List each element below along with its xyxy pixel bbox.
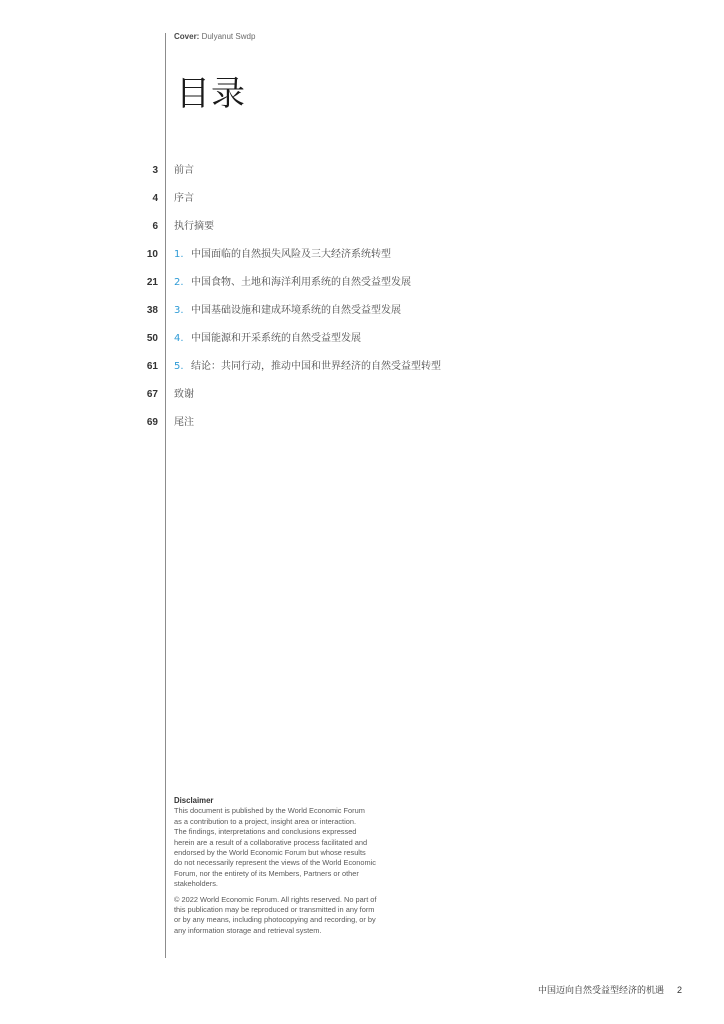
- toc-entry-title: 致谢: [174, 389, 194, 400]
- toc-entry[interactable]: [0, 163, 724, 191]
- toc-entry[interactable]: [0, 219, 724, 247]
- toc-chapter-number: 2.: [174, 277, 184, 288]
- toc-page-number: 4: [152, 193, 158, 204]
- toc-entry-text: [174, 387, 194, 403]
- disclaimer-paragraph-2: [174, 895, 434, 937]
- toc-page-number: 3: [152, 165, 158, 176]
- toc-entry-title: 结论：共同行动，推动中国和世界经济的自然受益型转型: [191, 361, 441, 372]
- toc-entry-text: [174, 359, 441, 375]
- toc-page-number: 67: [146, 389, 158, 400]
- cover-credit-name: Dulyanut Swdp: [201, 32, 256, 41]
- toc-entry[interactable]: [0, 359, 724, 387]
- disclaimer-paragraph-1: [174, 806, 434, 889]
- toc-entry-title: 序言: [174, 193, 194, 204]
- toc-entry-title: 中国面临的自然损失风险及三大经济系统转型: [191, 249, 391, 260]
- disclaimer-line: any information storage and retrieval system.: [174, 925, 322, 935]
- disclaimer-title: Disclaimer: [174, 796, 214, 805]
- toc-entry-text: [174, 247, 391, 263]
- disclaimer-line: do not necessarily represent the views of the World Economic: [174, 858, 376, 868]
- disclaimer-line: this publication may be reproduced or transmitted in any form: [174, 905, 375, 915]
- cover-label: Cover:: [174, 32, 200, 41]
- toc-page-number: 38: [146, 305, 158, 316]
- cover-credit: [174, 32, 255, 41]
- toc-chapter-number: 1.: [174, 249, 184, 260]
- disclaimer: [174, 796, 434, 936]
- toc-chapter-number: 5.: [174, 361, 184, 372]
- toc-entry-text: [174, 275, 411, 291]
- toc-entry-title: 中国基础设施和建成环境系统的自然受益型发展: [191, 305, 401, 316]
- disclaimer-line: The findings, interpretations and conclusions expressed: [174, 827, 357, 837]
- toc-entry-text: [174, 331, 361, 347]
- page-footer: [538, 983, 682, 996]
- toc-entry-text: [174, 219, 214, 235]
- toc-entry-text: [174, 303, 401, 319]
- toc-entry-title: 中国食物、土地和海洋利用系统的自然受益型发展: [191, 277, 411, 288]
- toc-page-number: 69: [146, 417, 158, 428]
- toc-entry[interactable]: [0, 247, 724, 275]
- disclaimer-line: Forum, nor the entirety of its Members, Partners or other: [174, 868, 359, 878]
- toc-entry-title: 尾注: [174, 417, 194, 428]
- toc-entry[interactable]: [0, 415, 724, 443]
- toc-chapter-number: 3.: [174, 305, 184, 316]
- toc-entry[interactable]: [0, 303, 724, 331]
- toc-entry-text: [174, 415, 194, 431]
- footer-title: 中国迈向自然受益型经济的机遇: [537, 986, 664, 996]
- toc-entry-text: [174, 163, 194, 179]
- disclaimer-line: This document is published by the World Economic Forum: [174, 806, 365, 816]
- disclaimer-line: or by any means, including photocopying and recording, or by: [174, 915, 376, 925]
- toc-page-number: 61: [146, 361, 158, 372]
- page-title: 目录: [176, 74, 246, 114]
- disclaimer-line: as a contribution to a project, insight area or interaction.: [174, 816, 356, 826]
- toc-entry[interactable]: [0, 387, 724, 415]
- toc-page-number: 10: [146, 249, 158, 260]
- disclaimer-line: stakeholders.: [174, 879, 218, 889]
- toc-entry-title: 中国能源和开采系统的自然受益型发展: [191, 333, 361, 344]
- disclaimer-line: © 2022 World Economic Forum. All rights reserved. No part of: [174, 894, 377, 904]
- toc-entry-title: 前言: [174, 165, 194, 176]
- toc-entry-title: 执行摘要: [174, 221, 214, 232]
- toc-entry-text: [174, 191, 194, 207]
- footer-page-number: 2: [676, 985, 682, 995]
- table-of-contents: [0, 163, 724, 443]
- toc-entry[interactable]: [0, 275, 724, 303]
- toc-entry[interactable]: [0, 331, 724, 359]
- toc-page-number: 6: [152, 221, 158, 232]
- disclaimer-line: endorsed by the World Economic Forum but whose results: [174, 848, 366, 858]
- toc-page-number: 50: [146, 333, 158, 344]
- toc-chapter-number: 4.: [174, 333, 184, 344]
- toc-entry[interactable]: [0, 191, 724, 219]
- disclaimer-line: herein are a result of a collaborative process facilitated and: [174, 837, 368, 847]
- toc-page-number: 21: [146, 277, 158, 288]
